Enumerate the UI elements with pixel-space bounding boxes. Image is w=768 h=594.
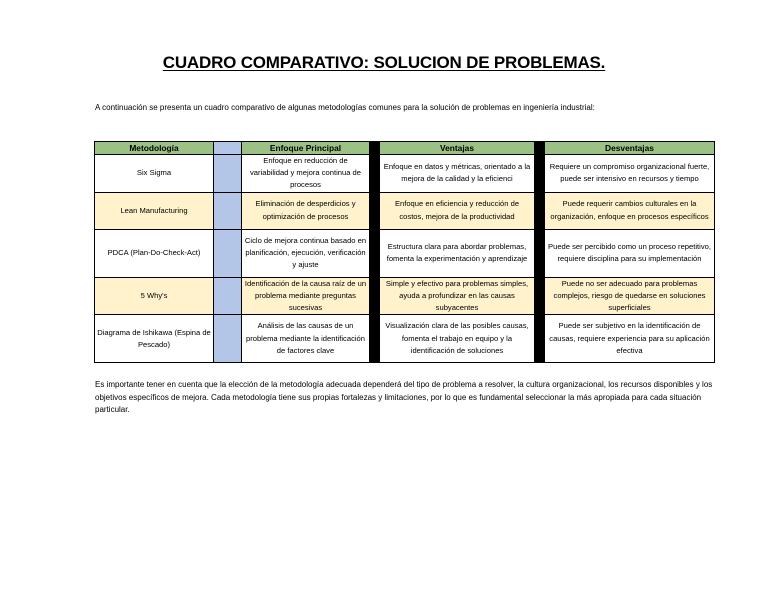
separator-cell	[370, 192, 380, 229]
advantages-cell: Visualización clara de las posibles causas, fomenta el trabajo en equipo y la identificación de soluciones	[380, 315, 535, 363]
focus-cell: Enfoque en reducción de variabilidad y mejora continua de procesos	[242, 155, 370, 193]
disadvantages-cell: Puede no ser adecuado para problemas complejos, riesgo de quedarse en soluciones superficiales	[545, 277, 715, 315]
separator-column	[370, 142, 380, 155]
table-row	[95, 229, 715, 277]
document-title: CUADRO COMPARATIVO: SOLUCION DE PROBLEMAS.	[162, 53, 606, 72]
separator-cell	[370, 315, 380, 363]
separator-cell	[370, 155, 380, 193]
advantages-cell: Simple y efectivo para problemas simples, ayuda a profundizar en las causas subyacentes	[380, 277, 535, 315]
header-disadvantages: Desventajas	[545, 142, 715, 155]
table-row	[95, 315, 715, 363]
advantages-cell: Enfoque en datos y métricas, orientado a la mejora de la calidad y la eficienci	[380, 155, 535, 193]
focus-cell: Eliminación de desperdicios y optimización de procesos	[242, 192, 370, 229]
spacer-cell	[214, 155, 242, 193]
separator-cell	[535, 277, 545, 315]
method-cell: 5 Why's	[95, 277, 214, 315]
table-row	[95, 155, 715, 193]
header-advantages: Ventajas	[380, 142, 535, 155]
spacer-cell	[214, 229, 242, 277]
method-cell: Lean Manufacturing	[95, 192, 214, 229]
header-focus: Enfoque Principal	[242, 142, 370, 155]
separator-cell	[535, 192, 545, 229]
disadvantages-cell: Puede ser percibido como un proceso repetitivo, requiere disciplina para su implementación	[545, 229, 715, 277]
closing-paragraph: Es importante tener en cuenta que la elección de la metodología adecuada dependerá del tipo de problema a resolver, la cultura organizacional, los recursos disponibles y los objetivos específicos de mejora. Cada metodología tiene sus propias fortalezas y limitaciones, por lo que es fundamental seleccionar la más apropiada para cada situación particular.	[95, 380, 713, 414]
separator-column	[535, 142, 545, 155]
advantages-cell: Estructura clara para abordar problemas, fomenta la experimentación y aprendizaje	[380, 229, 535, 277]
table-row	[95, 192, 715, 229]
focus-cell: Identificación de la causa raíz de un problema mediante preguntas sucesivas	[242, 277, 370, 315]
separator-cell	[535, 155, 545, 193]
separator-cell	[370, 277, 380, 315]
method-cell: Diagrama de Ishikawa (Espina de Pescado)	[95, 315, 214, 363]
header-method: Metodología	[95, 142, 214, 155]
intro-paragraph: A continuación se presenta un cuadro comparativo de algunas metodologías comunes para la solución de problemas en ingeniería industrial:	[95, 103, 595, 112]
focus-cell: Ciclo de mejora continua basado en planificación, ejecución, verificación y ajuste	[242, 229, 370, 277]
comparison-table	[94, 141, 715, 363]
spacer-cell	[214, 315, 242, 363]
separator-cell	[370, 229, 380, 277]
advantages-cell: Enfoque en eficiencia y reducción de costos, mejora de la productividad	[380, 192, 535, 229]
disadvantages-cell: Requiere un compromiso organizacional fuerte, puede ser intensivo en recursos y tiempo	[545, 155, 715, 193]
spacer-cell	[214, 277, 242, 315]
header-row	[95, 142, 715, 155]
table-row	[95, 277, 715, 315]
method-cell: PDCA (Plan-Do-Check-Act)	[95, 229, 214, 277]
disadvantages-cell: Puede ser subjetivo en la identificación de causas, requiere experiencia para su aplicación efectiva	[545, 315, 715, 363]
method-cell: Six Sigma	[95, 155, 214, 193]
spacer-cell	[214, 192, 242, 229]
focus-cell: Análisis de las causas de un problema mediante la identificación de factores clave	[242, 315, 370, 363]
spacer-column	[214, 142, 242, 155]
separator-cell	[535, 229, 545, 277]
disadvantages-cell: Puede requerir cambios culturales en la organización, enfoque en procesos específicos	[545, 192, 715, 229]
separator-cell	[535, 315, 545, 363]
